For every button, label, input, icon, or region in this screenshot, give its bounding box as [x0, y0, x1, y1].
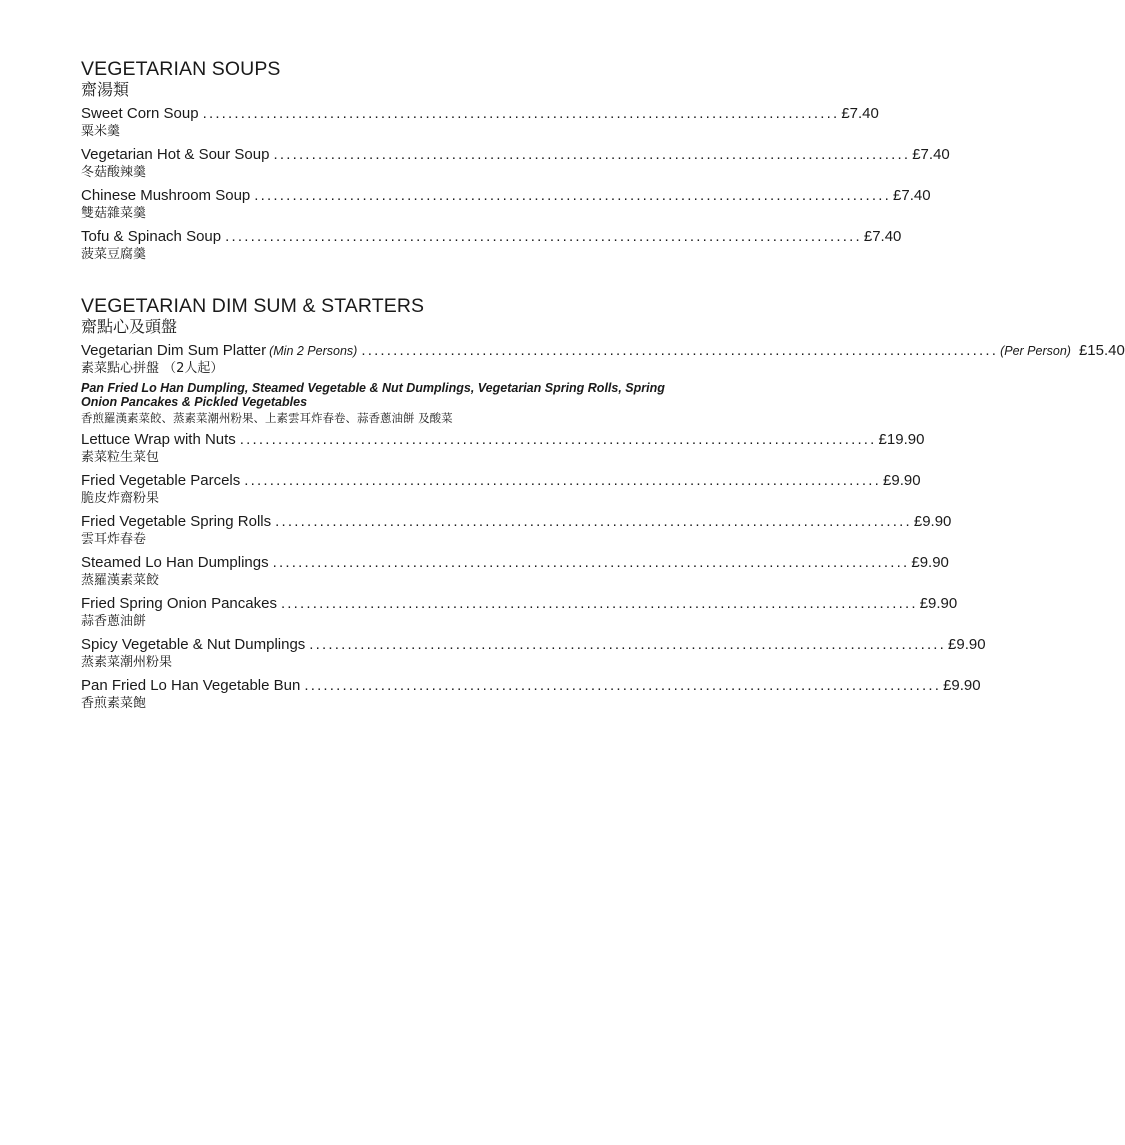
item-name: Sweet Corn Soup: [81, 105, 199, 122]
item-price: £9.90: [943, 677, 981, 694]
item-name: Tofu & Spinach Soup: [81, 228, 222, 245]
item-name-chinese: 菠菜豆腐羹: [81, 247, 147, 262]
dot-leader: ....................................................................................................: [225, 228, 862, 245]
section-title: VEGETARIAN SOUPS: [81, 58, 281, 80]
item-name-chinese: 冬菇酸辣羹: [81, 165, 147, 180]
item-name-chinese: 素菜粒生菜包: [81, 450, 160, 465]
item-price: £7.40: [893, 187, 931, 204]
menu-item: [81, 513, 952, 549]
section-vegetarian-dim-sum-starters: [81, 295, 1125, 713]
item-name: Fried Vegetable Spring Rolls: [81, 513, 272, 530]
item-name: Fried Spring Onion Pancakes: [81, 595, 277, 612]
menu-item: [81, 554, 949, 590]
dot-leader: ....................................................................................................: [239, 431, 877, 448]
item-price: £9.90: [883, 472, 921, 489]
section-vegetarian-soups: [81, 58, 950, 264]
menu-item: [81, 187, 931, 223]
item-name: Vegetarian Dim Sum Platter: [81, 342, 267, 359]
menu-item-platter: [81, 342, 1125, 426]
item-name: Fried Vegetable Parcels: [81, 472, 241, 489]
item-name-chinese: 蒸羅漢素菜餃: [81, 573, 160, 588]
item-price: £9.90: [913, 513, 952, 530]
dot-leader: ....................................................................................................: [280, 595, 918, 612]
item-name-chinese: 粟米羹: [81, 124, 121, 139]
dot-leader: ....................................................................................................: [275, 513, 912, 530]
item-note: (Min 2 Persons): [269, 344, 358, 358]
item-price: £7.40: [841, 105, 879, 122]
item-name-chinese: 雙菇雜菜羹: [81, 206, 147, 221]
item-name-chinese: 蒸素菜潮州粉果: [81, 655, 173, 670]
dot-leader: ....................................................................................................: [309, 636, 947, 653]
menu-item: [81, 636, 986, 672]
item-name: Vegetarian Hot & Sour Soup: [81, 146, 270, 163]
item-price: £9.90: [911, 554, 949, 571]
item-description: Pan Fried Lo Han Dumpling, Steamed Vegetable & Nut Dumplings, Vegetarian Spring Rolls, Spring Onion Pancakes & Pickled Vegetables: [81, 381, 665, 409]
item-name-chinese: 脆皮炸齋粉果: [81, 491, 160, 506]
item-name-chinese: 蒜香蔥油餅: [81, 614, 147, 629]
item-price: £15.40: [1078, 342, 1125, 359]
item-price: £7.40: [863, 228, 902, 245]
item-per-person: (Per Person): [1000, 344, 1071, 358]
menu-item: [81, 677, 981, 713]
dot-leader: ....................................................................................................: [304, 677, 942, 694]
dot-leader: ....................................................................................................: [202, 105, 840, 122]
item-name: Pan Fried Lo Han Vegetable Bun: [81, 677, 301, 694]
menu-item: [81, 595, 958, 631]
dot-leader: ....................................................................................................: [361, 342, 999, 359]
section-title: VEGETARIAN DIM SUM & STARTERS: [81, 295, 425, 317]
item-price: £7.40: [912, 146, 950, 163]
dot-leader: ....................................................................................................: [272, 554, 910, 571]
menu-item: [81, 472, 921, 508]
menu-item: [81, 105, 879, 141]
menu-item: [81, 146, 950, 182]
item-price: £9.90: [948, 636, 986, 653]
section-title-chinese: 齋湯類: [81, 80, 130, 99]
item-name-chinese: 香煎素菜飽: [81, 696, 147, 711]
item-name-chinese: 雲耳炸春卷: [81, 532, 147, 547]
item-name: Chinese Mushroom Soup: [81, 187, 251, 204]
item-name: Steamed Lo Han Dumplings: [81, 554, 269, 571]
dot-leader: ....................................................................................................: [244, 472, 882, 489]
dot-leader: ....................................................................................................: [254, 187, 892, 204]
item-name: Spicy Vegetable & Nut Dumplings: [81, 636, 306, 653]
menu-item: [81, 431, 925, 467]
section-title-chinese: 齋點心及頭盤: [81, 317, 178, 336]
item-name: Lettuce Wrap with Nuts: [81, 431, 236, 448]
item-price: £19.90: [878, 431, 925, 448]
item-name-chinese: 素菜點心拼盤 （2人起）: [81, 361, 224, 376]
item-price: £9.90: [919, 595, 958, 612]
item-description-chinese: 香煎羅漢素菜餃、蒸素菜潮州粉果、上素雲耳炸春卷、蒜香蔥油餅 及酸菜: [81, 411, 453, 425]
dot-leader: ....................................................................................................: [273, 146, 911, 163]
menu-item: [81, 228, 902, 264]
